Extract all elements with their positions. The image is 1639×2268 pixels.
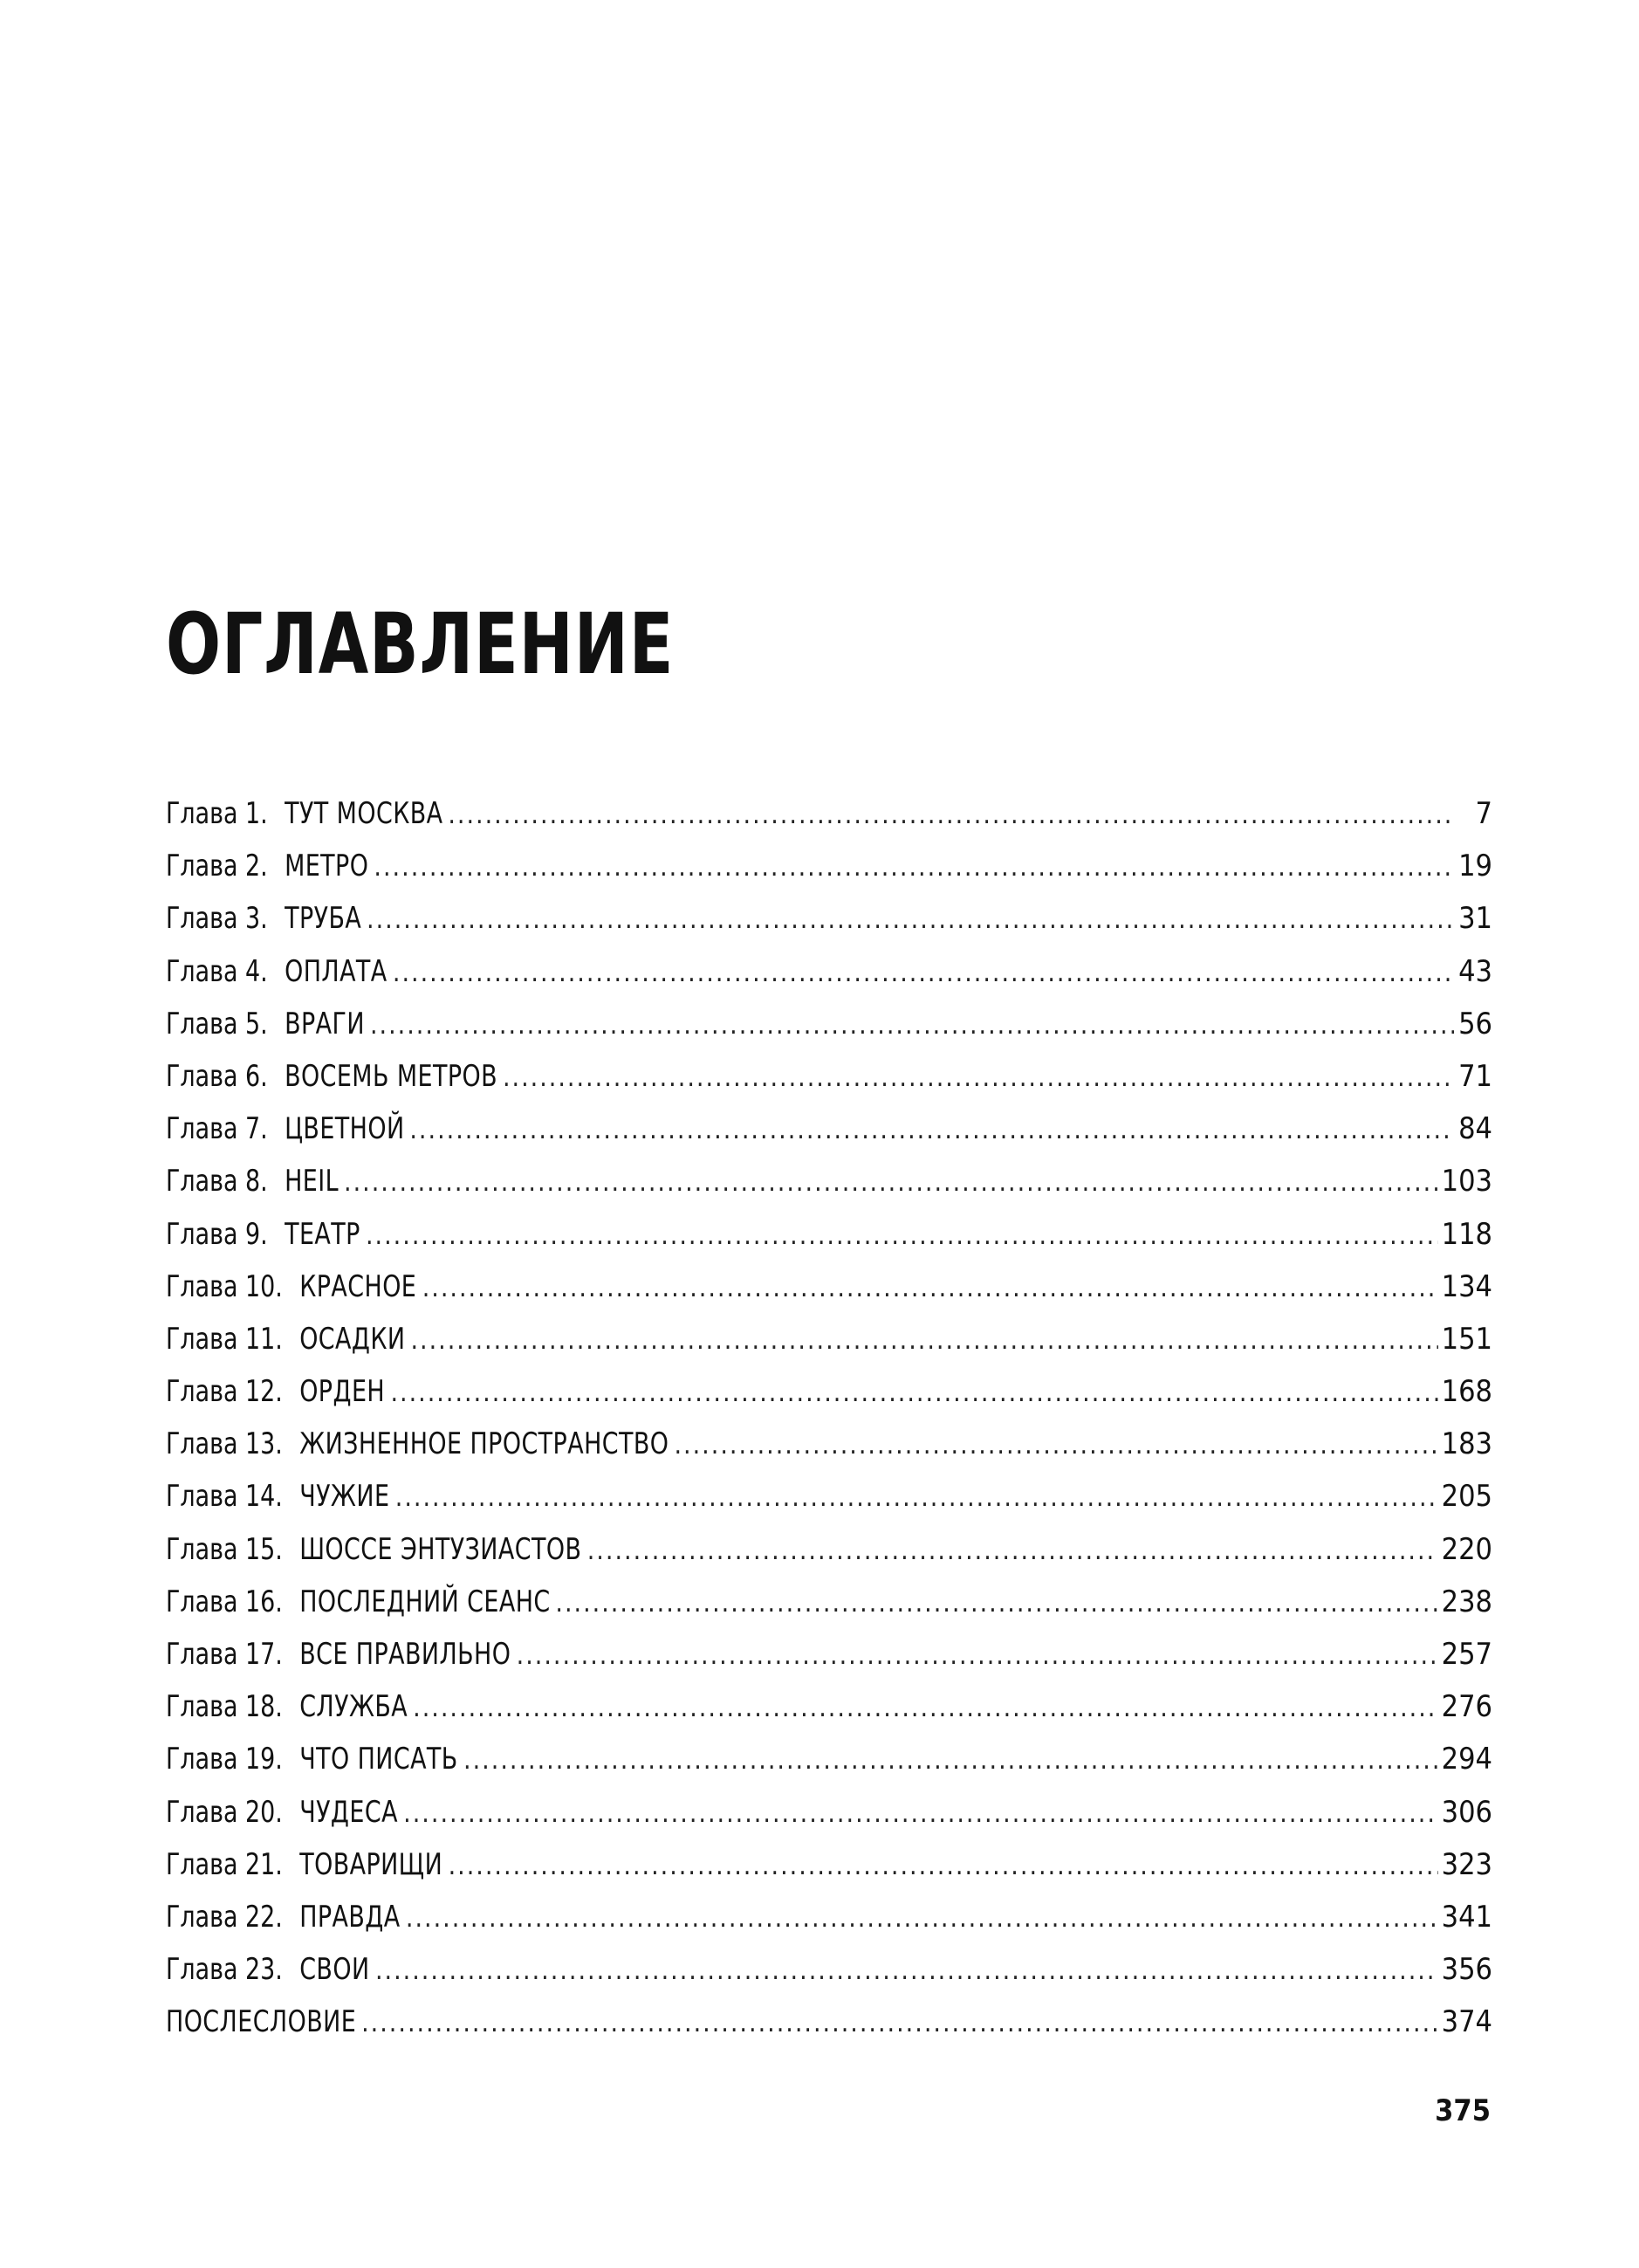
toc-entry[interactable] bbox=[166, 1733, 1492, 1785]
toc-entry[interactable] bbox=[166, 1523, 1492, 1576]
toc-entry-label bbox=[166, 1050, 497, 1103]
toc-dot-leader bbox=[503, 1052, 1454, 1103]
toc-entry[interactable] bbox=[166, 1628, 1492, 1680]
toc-dot-leader bbox=[448, 789, 1454, 840]
toc-entry-label bbox=[166, 1103, 405, 1155]
toc-page-number: 134 bbox=[1441, 1268, 1492, 1304]
toc-entry[interactable] bbox=[166, 1943, 1492, 1996]
toc-page-number: 238 bbox=[1441, 1584, 1492, 1619]
toc-chapter-number: Глава 2. bbox=[166, 849, 268, 884]
toc-dot-leader bbox=[390, 1367, 1437, 1418]
toc-entry[interactable] bbox=[166, 1365, 1492, 1418]
toc-page-number: 168 bbox=[1441, 1374, 1492, 1410]
toc-entry-label bbox=[166, 1155, 339, 1207]
toc-entry-label bbox=[166, 1733, 458, 1785]
toc-entry[interactable] bbox=[166, 1470, 1492, 1522]
toc-chapter-number: Глава 4. bbox=[166, 953, 268, 989]
toc-dot-leader bbox=[674, 1419, 1437, 1470]
toc-page-number: 276 bbox=[1441, 1689, 1492, 1725]
toc-chapter-number: Глава 16. bbox=[166, 1584, 283, 1619]
toc-chapter-number: Глава 12. bbox=[166, 1374, 283, 1410]
toc-page-number: 56 bbox=[1458, 1006, 1492, 1041]
toc-chapter-title: ВРАГИ bbox=[285, 1006, 365, 1041]
toc-entry-label bbox=[166, 1786, 398, 1838]
toc-chapter-title: ТУТ МОСКВА bbox=[285, 796, 443, 831]
toc-dot-leader bbox=[422, 1262, 1438, 1313]
toc-chapter-title: ЧТО ПИСАТЬ bbox=[299, 1742, 458, 1777]
toc-entry-label bbox=[166, 840, 368, 892]
toc-dot-leader bbox=[587, 1525, 1438, 1576]
toc-entry[interactable] bbox=[166, 840, 1492, 892]
toc-entry-label bbox=[166, 892, 361, 945]
toc-dot-leader bbox=[410, 1315, 1437, 1365]
toc-chapter-title: ОСАДКИ bbox=[299, 1321, 406, 1357]
toc-page-number: 374 bbox=[1441, 2004, 1492, 2040]
toc-chapter-title: МЕТРО bbox=[285, 849, 369, 884]
toc-entry-label bbox=[166, 1418, 669, 1470]
toc-dot-leader bbox=[375, 1945, 1438, 1996]
toc-dot-leader bbox=[403, 1788, 1437, 1838]
toc-dot-leader bbox=[370, 1000, 1454, 1050]
toc-chapter-number: Глава 7. bbox=[166, 1111, 268, 1147]
toc-page-number: 294 bbox=[1441, 1742, 1492, 1777]
toc-chapter-title: HEIL bbox=[285, 1164, 339, 1199]
toc-chapter-title: ОРДЕН bbox=[299, 1374, 386, 1410]
toc-dot-leader bbox=[395, 1472, 1438, 1522]
toc-chapter-title: ШОССЕ ЭНТУЗИАСТОВ bbox=[299, 1531, 582, 1567]
toc-entry-label bbox=[166, 1943, 370, 1996]
toc-chapter-title: ВСЕ ПРАВИЛЬНО bbox=[299, 1637, 511, 1672]
toc-entry-label bbox=[166, 1208, 360, 1261]
toc-chapter-title: ПРАВДА bbox=[299, 1899, 401, 1935]
page-title: ОГЛАВЛЕНИЕ bbox=[166, 595, 675, 693]
toc-entry[interactable] bbox=[166, 892, 1492, 945]
toc-entry-label bbox=[166, 1261, 416, 1313]
toc-page-number: 118 bbox=[1441, 1216, 1492, 1252]
toc-entry[interactable] bbox=[166, 1680, 1492, 1733]
toc-chapter-number: Глава 20. bbox=[166, 1794, 283, 1830]
toc-page-number: 7 bbox=[1475, 796, 1492, 831]
toc-entry[interactable] bbox=[166, 1155, 1492, 1207]
toc-page-number: 306 bbox=[1441, 1794, 1492, 1830]
toc-chapter-number: Глава 10. bbox=[166, 1268, 283, 1304]
toc-entry[interactable] bbox=[166, 1891, 1492, 1943]
toc-entry-label bbox=[166, 1628, 511, 1680]
toc-entry[interactable] bbox=[166, 1786, 1492, 1838]
toc-entry-label bbox=[166, 945, 387, 998]
page-number: 375 bbox=[1435, 2093, 1491, 2128]
toc-entry-label bbox=[166, 787, 443, 840]
toc-chapter-title: ТЕАТР bbox=[285, 1216, 360, 1252]
toc-chapter-title: ПОСЛЕДНИЙ СЕАНС bbox=[299, 1584, 551, 1619]
toc-chapter-number: Глава 14. bbox=[166, 1479, 283, 1515]
toc-dot-leader bbox=[374, 842, 1454, 892]
toc-chapter-title: СЛУЖБА bbox=[299, 1689, 408, 1725]
toc-chapter-number: Глава 19. bbox=[166, 1742, 283, 1777]
toc-entry[interactable] bbox=[166, 1050, 1492, 1103]
toc-chapter-title: ЧУДЕСА bbox=[299, 1794, 398, 1830]
toc-chapter-number: Глава 15. bbox=[166, 1531, 283, 1567]
toc-chapter-number: Глава 11. bbox=[166, 1321, 283, 1357]
toc-chapter-title: ТОВАРИЩИ bbox=[299, 1846, 443, 1882]
toc-chapter-title: ЖИЗНЕННОЕ ПРОСТРАНСТВО bbox=[299, 1426, 669, 1462]
toc-page-number: 71 bbox=[1458, 1058, 1492, 1094]
toc-dot-leader bbox=[406, 1893, 1438, 1943]
toc-entry[interactable] bbox=[166, 1996, 1492, 2048]
toc-chapter-title: ЦВЕТНОЙ bbox=[285, 1111, 405, 1147]
toc-entry[interactable] bbox=[166, 1261, 1492, 1313]
toc-entry-label bbox=[166, 1576, 551, 1628]
toc-entry-label bbox=[166, 1838, 442, 1891]
toc-entry-label bbox=[166, 998, 365, 1050]
toc-dot-leader bbox=[393, 947, 1454, 998]
toc-entry[interactable] bbox=[166, 1576, 1492, 1628]
toc-chapter-number: Глава 13. bbox=[166, 1426, 283, 1462]
toc-chapter-number: Глава 22. bbox=[166, 1899, 283, 1935]
toc-chapter-title: ВОСЕМЬ МЕТРОВ bbox=[285, 1058, 498, 1094]
toc-dot-leader bbox=[409, 1104, 1454, 1155]
toc-chapter-title: ОПЛАТА bbox=[285, 953, 387, 989]
toc-page-number: 183 bbox=[1441, 1426, 1492, 1462]
toc-page-number: 257 bbox=[1441, 1637, 1492, 1672]
toc-page-number: 220 bbox=[1441, 1531, 1492, 1567]
toc-chapter-number: Глава 6. bbox=[166, 1058, 268, 1094]
toc-page-number: 323 bbox=[1441, 1846, 1492, 1882]
toc-entry[interactable] bbox=[166, 1103, 1492, 1155]
toc-chapter-number: Глава 3. bbox=[166, 901, 268, 937]
toc-entry-label bbox=[166, 1680, 408, 1733]
toc-chapter-number: Глава 9. bbox=[166, 1216, 268, 1252]
toc-entry[interactable] bbox=[166, 1418, 1492, 1470]
toc-page-number: 341 bbox=[1441, 1899, 1492, 1935]
toc-dot-leader bbox=[361, 1997, 1438, 2048]
toc-page-number: 356 bbox=[1441, 1952, 1492, 1988]
toc-dot-leader bbox=[344, 1157, 1438, 1207]
toc-dot-leader bbox=[555, 1577, 1437, 1628]
toc-entry-label bbox=[166, 1313, 406, 1365]
toc-chapter-title: ПОСЛЕСЛОВИЕ bbox=[166, 2004, 357, 2040]
toc-entry-label bbox=[166, 1891, 401, 1943]
toc-entry-label bbox=[166, 1523, 581, 1576]
toc-chapter-title: ЧУЖИЕ bbox=[299, 1479, 390, 1515]
toc-chapter-number: Глава 1. bbox=[166, 796, 268, 831]
toc-dot-leader bbox=[366, 1210, 1438, 1261]
table-of-contents bbox=[166, 787, 1492, 2049]
toc-chapter-number: Глава 17. bbox=[166, 1637, 283, 1672]
toc-chapter-number: Глава 23. bbox=[166, 1952, 283, 1988]
toc-entry[interactable] bbox=[166, 1208, 1492, 1261]
toc-dot-leader bbox=[413, 1682, 1437, 1733]
toc-chapter-title: ТРУБА bbox=[285, 901, 362, 937]
toc-chapter-number: Глава 18. bbox=[166, 1689, 283, 1725]
toc-chapter-number: Глава 8. bbox=[166, 1164, 268, 1199]
toc-chapter-number: Глава 21. bbox=[166, 1846, 283, 1882]
toc-dot-leader bbox=[463, 1735, 1438, 1785]
toc-chapter-number: Глава 5. bbox=[166, 1006, 268, 1041]
toc-dot-leader bbox=[517, 1630, 1438, 1680]
toc-entry-label bbox=[166, 1996, 356, 2048]
toc-dot-leader bbox=[367, 894, 1454, 945]
toc-page-number: 84 bbox=[1458, 1111, 1492, 1147]
toc-chapter-title: КРАСНОЕ bbox=[299, 1268, 417, 1304]
toc-page-number: 19 bbox=[1458, 849, 1492, 884]
toc-entry[interactable] bbox=[166, 1313, 1492, 1365]
toc-dot-leader bbox=[449, 1840, 1438, 1891]
toc-page-number: 103 bbox=[1441, 1164, 1492, 1199]
toc-page-number: 43 bbox=[1458, 953, 1492, 989]
toc-entry[interactable] bbox=[166, 1838, 1492, 1891]
toc-entry[interactable] bbox=[166, 998, 1492, 1050]
toc-page-number: 205 bbox=[1441, 1479, 1492, 1515]
toc-page-number: 151 bbox=[1441, 1321, 1492, 1357]
toc-entry-label bbox=[166, 1470, 389, 1522]
toc-entry-label bbox=[166, 1365, 385, 1418]
toc-chapter-title: СВОИ bbox=[299, 1952, 370, 1988]
toc-page-number: 31 bbox=[1458, 901, 1492, 937]
toc-entry[interactable] bbox=[166, 945, 1492, 998]
toc-entry[interactable] bbox=[166, 787, 1492, 840]
